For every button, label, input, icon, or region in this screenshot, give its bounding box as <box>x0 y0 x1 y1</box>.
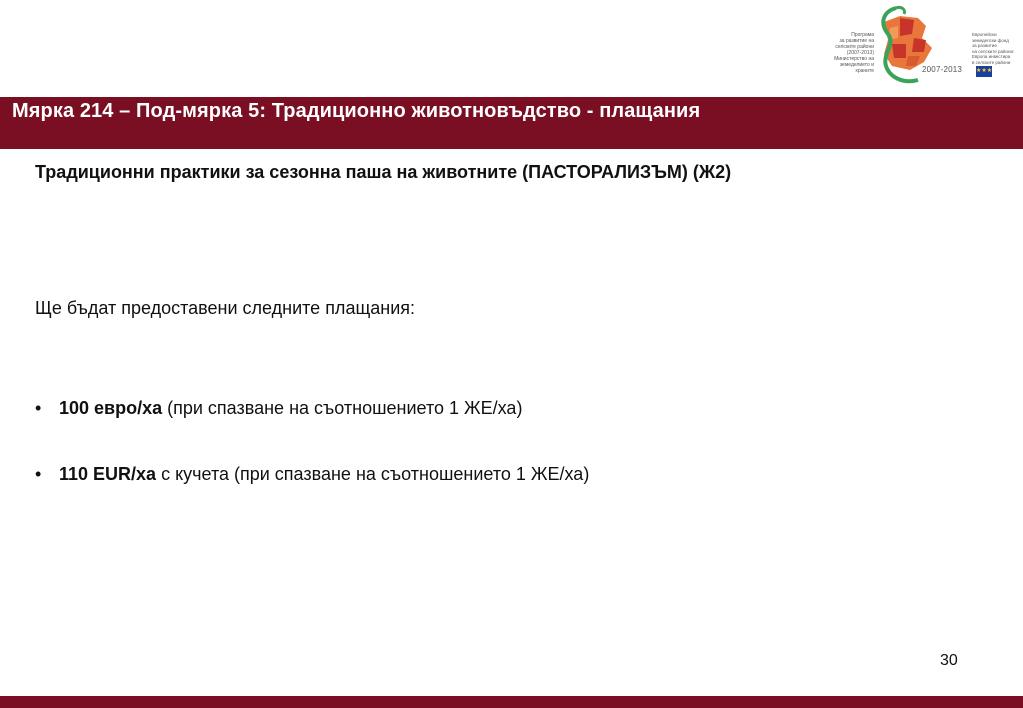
logo-years: 2007-2013 <box>922 65 963 74</box>
list-item <box>35 398 522 419</box>
slide-subtitle: Традиционни практики за сезонна паша на животните (ПАСТОРАЛИЗЪМ) (Ж2) <box>35 162 732 182</box>
slide-title: Мярка 214 – Под-мярка 5: Традиционно животновъдство - плащания <box>12 100 701 122</box>
payment-condition: (при спазване на съотношението 1 ЖЕ/ха) <box>162 398 523 418</box>
page-number: 30 <box>940 652 958 669</box>
logo-left-text: Програма за развитие на селските райони (2007-2013) Министерство на земеделието и храните <box>834 32 874 74</box>
logo-right-text: Европейски земеделски фонд за развитие на селските райони: Европа инвестира в селските райони <box>972 32 1015 65</box>
intro-text: Ще бъдат предоставени следните плащания: <box>35 298 416 318</box>
eu-flag-icon: ★★★ <box>976 66 992 77</box>
bullet-icon: • <box>35 464 42 484</box>
payment-condition: с кучета (при спазване на съотношението 1 ЖЕ/ха) <box>156 464 590 484</box>
payment-amount: 110 EUR/ха <box>59 464 157 484</box>
list-item <box>35 464 589 485</box>
payment-amount: 100 евро/ха <box>59 398 163 418</box>
bullet-icon: • <box>35 398 42 418</box>
footer-bar <box>0 696 1023 708</box>
